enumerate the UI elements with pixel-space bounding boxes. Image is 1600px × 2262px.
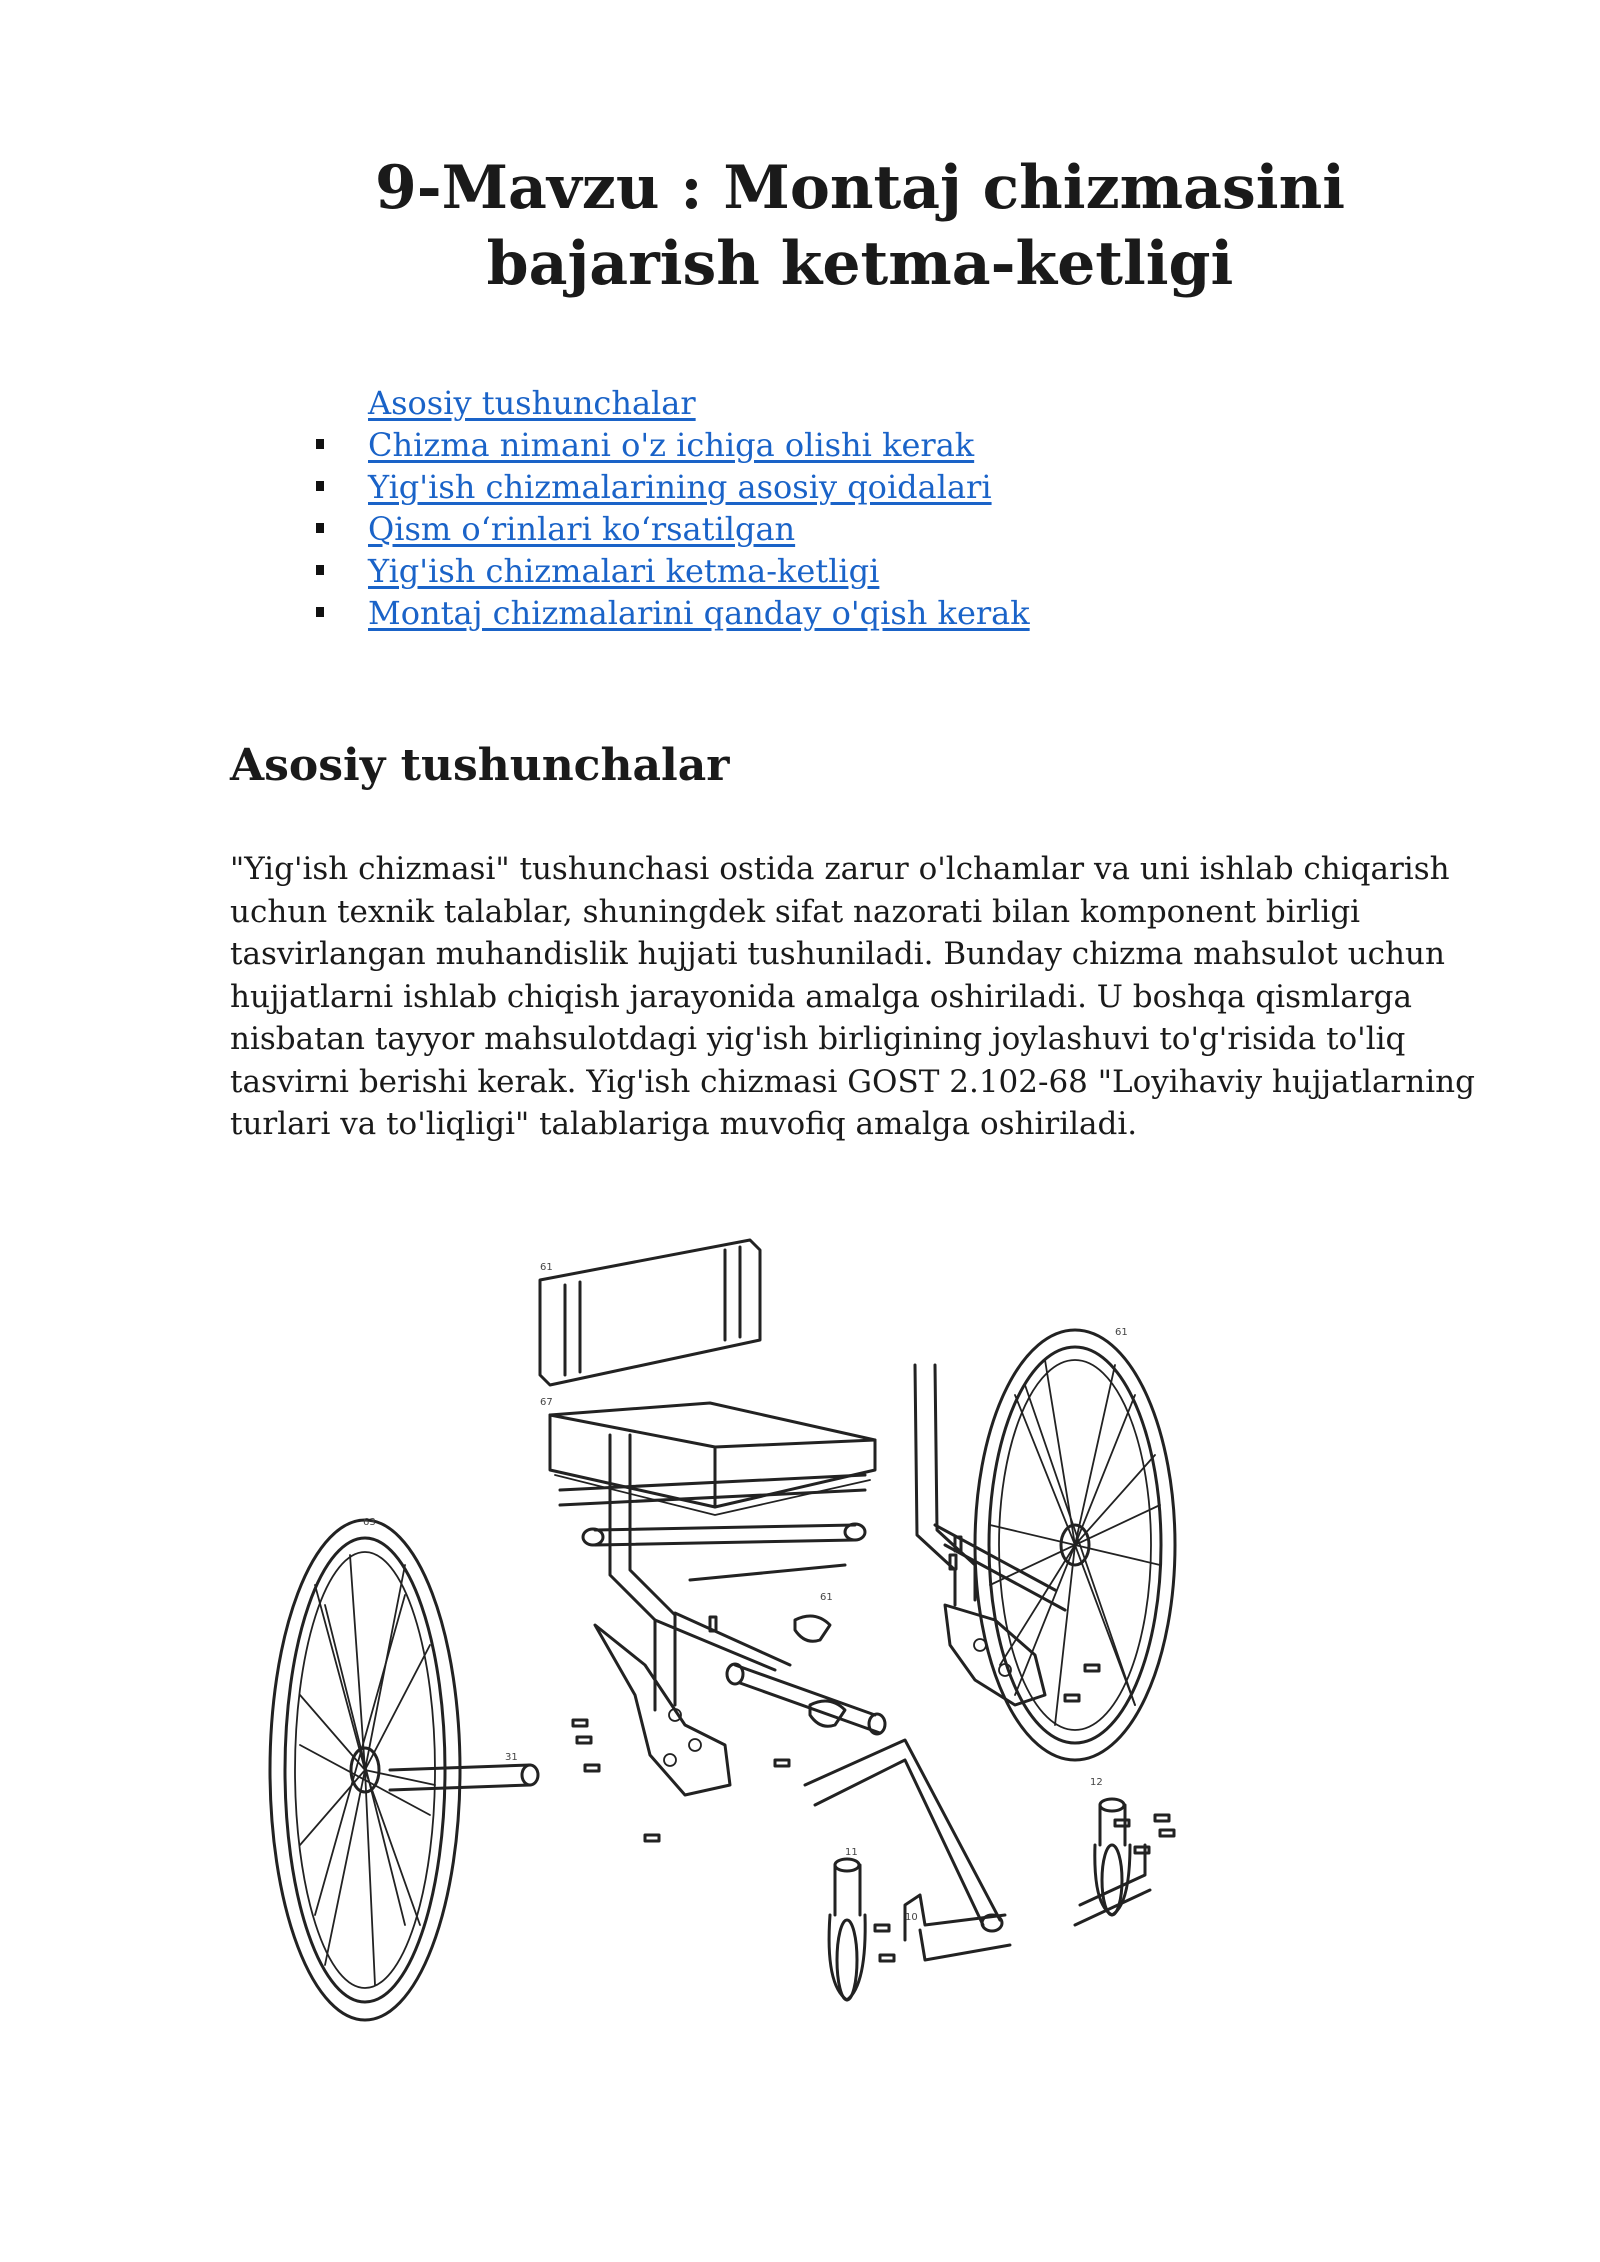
toc-link-asosiy-tushunchalar[interactable]: Asosiy tushunchalar — [368, 384, 696, 422]
body-paragraph: "Yig'ish chizmasi" tushunchasi ostida zarur o'lchamlar va uni ishlab chiqarish uchun texnik talablar, shuningdek sifat nazorati bilan komponent birligi tasvirlangan muhandislik hujjati tushuniladi. Bunday chizma mahsulot uchun hujjatlarni ishlab chiqish jarayonida amalga oshiriladi. U boshqa qismlarga nisbatan tayyor mahsulotdagi yig'ish birligining joylashuvi to'g'risida to'liq tasvirni berishi kerak. Yig'ish chizmasi GOST 2.102-68 "Loyihaviy hujjatlarning turlari va to'liqligi" talablariga muvofiq amalga oshiriladi. — [230, 851, 1475, 1142]
bullet-icon — [316, 523, 324, 533]
bullet-icon — [316, 607, 324, 617]
wheelchair-exploded-icon — [255, 1225, 1265, 2055]
svg-text:11: 11 — [845, 1847, 858, 1858]
svg-text:61: 61 — [1115, 1327, 1128, 1338]
page-title: 9-Mavzu : Montaj chizmasini bajarish ketma-ketligi — [374, 153, 1346, 299]
svg-text:63: 63 — [363, 1517, 376, 1528]
svg-text:10: 10 — [905, 1912, 918, 1923]
toc-item — [316, 466, 1030, 508]
bullet-icon — [316, 481, 324, 491]
toc-item — [316, 550, 1030, 592]
toc-link-qism-orinlari[interactable]: Qism o‘rinlari ko‘rsatilgan — [368, 510, 796, 548]
toc-item — [316, 424, 1030, 466]
toc-link-ketma-ketligi[interactable]: Yig'ish chizmalari ketma-ketligi — [368, 552, 880, 590]
bullet-icon — [316, 439, 324, 449]
wheelchair-assembly-illustration — [255, 1225, 1265, 2055]
toc-link-chizma-nimani[interactable]: Chizma nimani o'z ichiga olishi kerak — [368, 426, 975, 464]
section-heading: Asosiy tushunchalar — [230, 740, 730, 791]
toc-item — [316, 382, 1030, 424]
svg-text:67: 67 — [540, 1397, 553, 1408]
toc-link-qanday-oqish[interactable]: Montaj chizmalarini qanday o'qish kerak — [368, 594, 1030, 632]
table-of-contents — [316, 382, 1030, 634]
toc-item — [316, 592, 1030, 634]
toc-link-asosiy-qoidalari[interactable]: Yig'ish chizmalarining asosiy qoidalari — [368, 468, 992, 506]
svg-text:61: 61 — [820, 1592, 833, 1603]
svg-text:31: 31 — [505, 1752, 518, 1763]
bullet-icon — [316, 565, 324, 575]
svg-text:12: 12 — [1090, 1777, 1103, 1788]
toc-item — [316, 508, 1030, 550]
svg-text:61: 61 — [540, 1262, 553, 1273]
